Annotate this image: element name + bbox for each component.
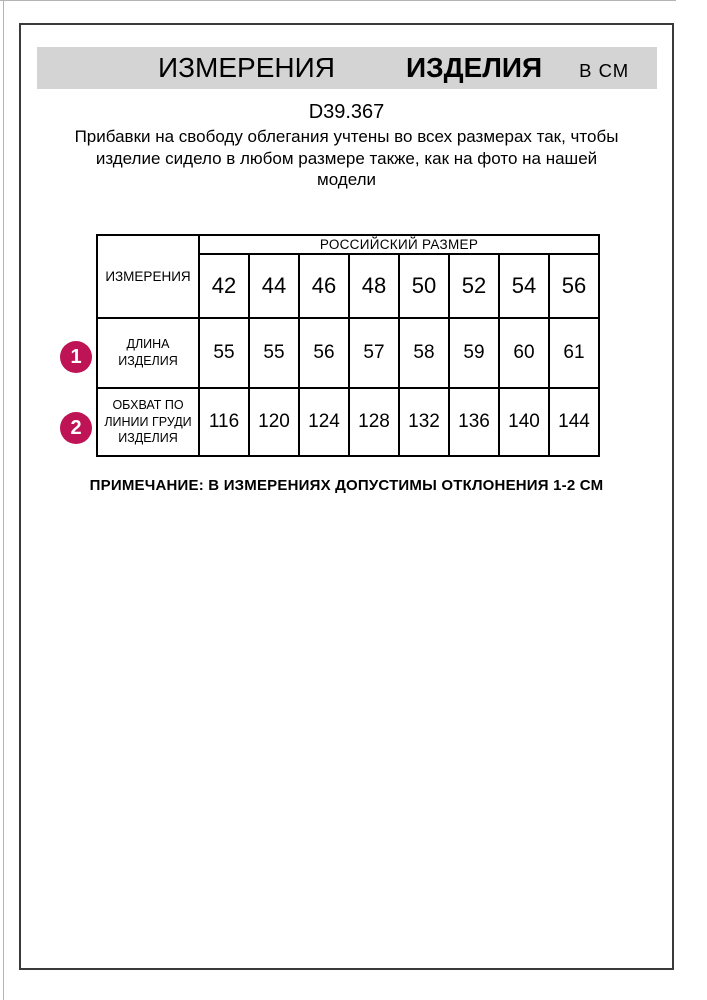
table-row-chest bbox=[97, 388, 599, 456]
measurement-value: 58 bbox=[399, 318, 449, 388]
measurement-value: 128 bbox=[349, 388, 399, 456]
size-column-header: 54 bbox=[499, 254, 549, 318]
size-column-header: 42 bbox=[199, 254, 249, 318]
fit-description-line: изделие сидело в любом размере также, как на фото на нашей bbox=[95, 148, 598, 168]
row-number-badge-2 bbox=[60, 412, 92, 444]
row-label-chest: ОБХВАТ ПО ЛИНИИ ГРУДИ ИЗДЕЛИЯ bbox=[97, 388, 199, 456]
measurement-value: 132 bbox=[399, 388, 449, 456]
badge-number: 1 bbox=[70, 345, 82, 368]
size-table bbox=[96, 234, 600, 457]
measurement-value: 120 bbox=[249, 388, 299, 456]
title-word-izmereniya: ИЗМЕРЕНИЯ bbox=[158, 52, 335, 83]
fit-description-line: модели bbox=[317, 170, 376, 189]
russian-size-header: РОССИЙСКИЙ РАЗМЕР bbox=[199, 235, 599, 254]
table-row-length bbox=[97, 318, 599, 388]
measurement-value: 136 bbox=[449, 388, 499, 456]
size-column-header: 52 bbox=[449, 254, 499, 318]
title-word-izdeliya: ИЗДЕЛИЯ bbox=[405, 52, 543, 83]
size-column-header: 46 bbox=[299, 254, 349, 318]
tolerance-note: ПРИМЕЧАНИЕ: В ИЗМЕРЕНИЯХ ДОПУСТИМЫ ОТКЛОНЕНИЯ 1-2 СМ bbox=[89, 477, 604, 494]
fit-description-line: Прибавки на свободу облегания учтены во всех размерах так, чтобы bbox=[74, 127, 619, 146]
badge-number: 2 bbox=[70, 416, 82, 439]
measurement-value: 55 bbox=[199, 318, 249, 388]
title-units-label: В СМ bbox=[579, 60, 630, 81]
measurement-value: 56 bbox=[299, 318, 349, 388]
row-label-length: ДЛИНА ИЗДЕЛИЯ bbox=[97, 318, 199, 388]
measurement-value: 57 bbox=[349, 318, 399, 388]
table-corner-label: ИЗМЕРЕНИЯ bbox=[97, 235, 199, 318]
measurement-value: 55 bbox=[249, 318, 299, 388]
title-bar bbox=[37, 47, 657, 89]
measurement-value: 61 bbox=[549, 318, 599, 388]
measurement-value: 140 bbox=[499, 388, 549, 456]
fit-description bbox=[54, 126, 639, 191]
measurement-value: 116 bbox=[199, 388, 249, 456]
measurement-value: 59 bbox=[449, 318, 499, 388]
measurement-value: 144 bbox=[549, 388, 599, 456]
page-edge-left-line bbox=[3, 0, 4, 1000]
page-edge-top-line bbox=[0, 0, 676, 1]
measurement-value: 124 bbox=[299, 388, 349, 456]
size-column-header: 48 bbox=[349, 254, 399, 318]
table-header-row bbox=[97, 235, 599, 254]
size-column-header: 44 bbox=[249, 254, 299, 318]
row-number-badge-1 bbox=[60, 341, 92, 373]
product-code: D39.367 bbox=[308, 101, 385, 123]
size-column-header: 50 bbox=[399, 254, 449, 318]
size-column-header: 56 bbox=[549, 254, 599, 318]
measurement-value: 60 bbox=[499, 318, 549, 388]
